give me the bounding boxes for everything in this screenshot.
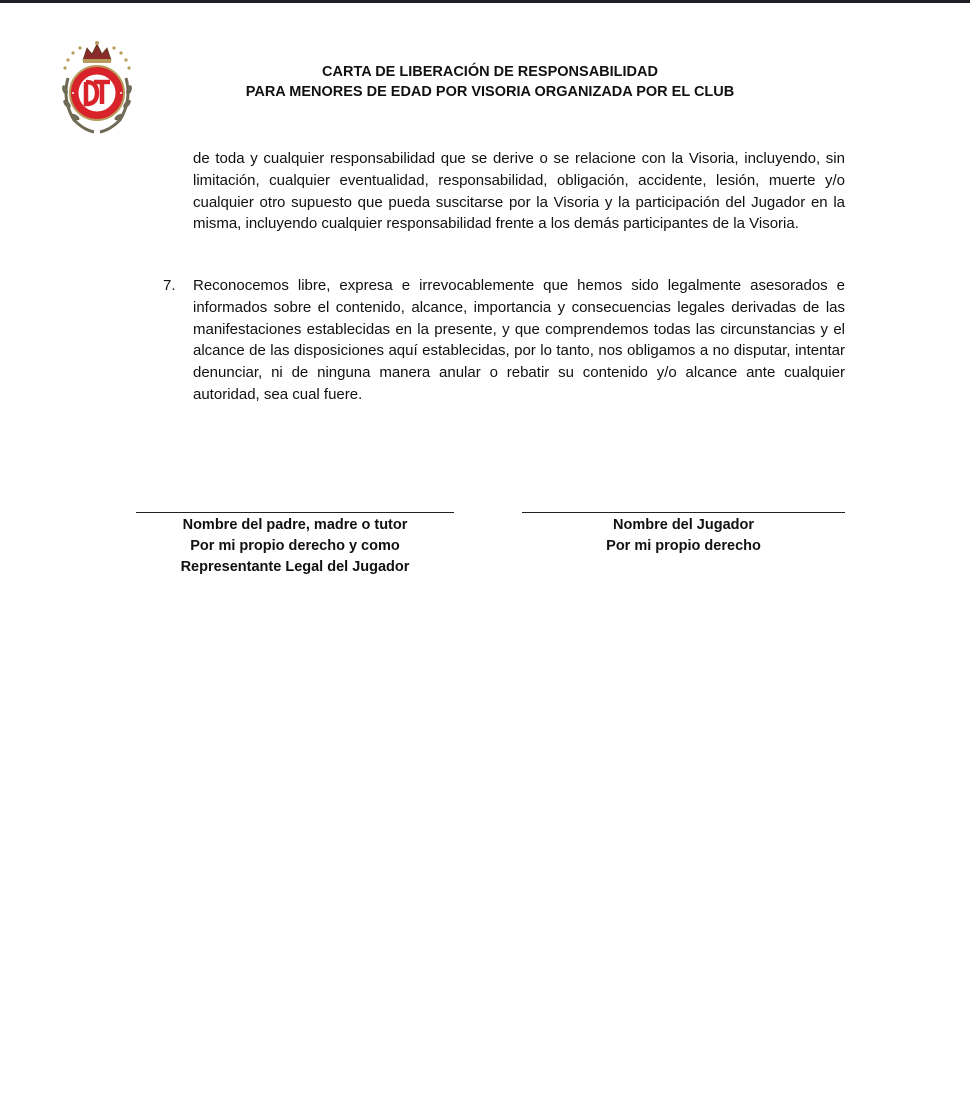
club-crest-icon bbox=[56, 38, 138, 138]
parent-signature-sub2: Representante Legal del Jugador bbox=[180, 559, 410, 575]
title-line-1: CARTA DE LIBERACIÓN DE RESPONSABILIDAD bbox=[322, 64, 658, 80]
signature-block-parent bbox=[136, 515, 454, 578]
continued-paragraph: de toda y cualquier responsabilidad que se derive o se relacione con la Visoria, incluyendo, sin limitación, cualquier eventualidad, responsabilidad, obligación, accidente, lesión, muerte y/o cualquier otro supuesto que pueda suscitarse por la Visoria y la participación del Jugador en la misma, incluyendo cualquier responsabilidad frente a los demás participantes de la Visoria. bbox=[193, 150, 845, 233]
title-line-2: PARA MENORES DE EDAD POR VISORIA ORGANIZADA POR EL CLUB bbox=[245, 84, 735, 100]
player-signature-sub1: Por mi propio derecho bbox=[606, 538, 761, 554]
signature-line-parent bbox=[136, 512, 454, 513]
item-7-paragraph: Reconocemos libre, expresa e irrevocablemente que hemos sido legalmente asesorados e informados sobre el contenido, alcance, importancia y consecuencias legales derivadas de las manifestaciones establecidas en la presente, y que comprendemos todas las circunstancias y el alcance de las disposiciones aquí establecidas, por lo tanto, nos obligamos a no disputar, intentar denunciar, ni de ninguna manera anular o rebatir su contenido y/o alcance ante cualquier autoridad, sea cual fuere. bbox=[193, 277, 845, 403]
player-signature-label: Nombre del Jugador bbox=[613, 517, 754, 533]
item-number: 7. bbox=[163, 277, 176, 294]
crest-crown bbox=[83, 41, 111, 63]
document-title bbox=[190, 62, 790, 102]
parent-signature-label: Nombre del padre, madre o tutor bbox=[182, 517, 408, 533]
parent-signature-sub1: Por mi propio derecho y como bbox=[190, 538, 400, 554]
signature-block-player bbox=[522, 515, 845, 557]
top-border bbox=[0, 0, 970, 3]
signature-line-player bbox=[522, 512, 845, 513]
